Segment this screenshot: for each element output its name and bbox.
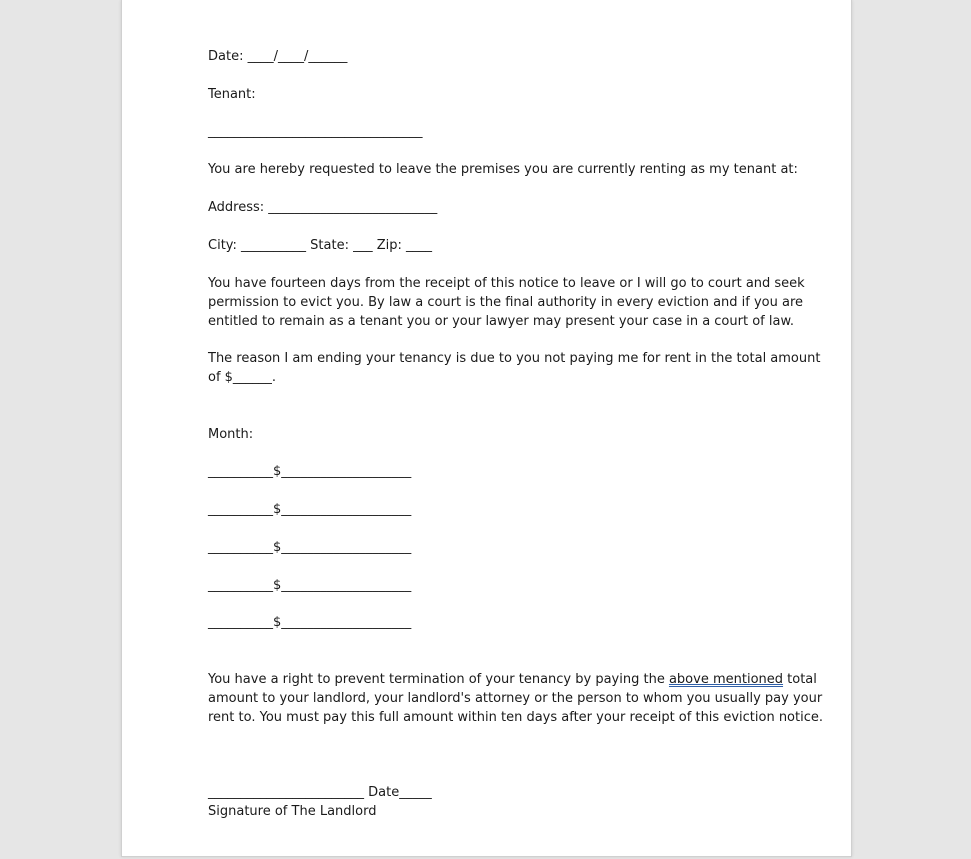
notice-paragraph <box>208 274 805 331</box>
right-line-1 <box>208 670 817 689</box>
signature-line[interactable]: ________________________ Date_____ <box>208 785 432 800</box>
date-line[interactable]: Date: ____/____/______ <box>208 49 348 64</box>
tenant-blank[interactable]: _________________________________ <box>208 124 423 139</box>
notice-line: permission to evict you. By law a court is the final authority in every eviction and if you are <box>208 295 804 310</box>
notice-line: entitled to remain as a tenant you or your lawyer may present your case in a court of law. <box>208 314 795 329</box>
address-line[interactable]: Address: __________________________ <box>208 200 438 215</box>
right-line-1-after: total <box>783 672 817 687</box>
signature-label: Signature of The Landlord <box>208 804 377 819</box>
month-row[interactable]: __________$____________________ <box>208 540 412 555</box>
reason-paragraph <box>208 349 821 387</box>
tenant-label: Tenant: <box>208 87 256 102</box>
right-line-2: amount to your landlord, your landlord's attorney or the person to whom you usually pay your <box>208 691 823 706</box>
month-row[interactable]: __________$____________________ <box>208 464 412 479</box>
city-state-zip-line[interactable]: City: __________ State: ___ Zip: ____ <box>208 238 433 253</box>
month-row[interactable]: __________$____________________ <box>208 615 412 630</box>
right-line-1-before: You have a right to prevent termination of your tenancy by paying the <box>208 672 669 687</box>
notice-line: You have fourteen days from the receipt of this notice to leave or I will go to court and seek <box>208 276 805 291</box>
reason-line: The reason I am ending your tenancy is due to you not paying me for rent in the total amount <box>208 351 821 366</box>
month-row[interactable]: __________$____________________ <box>208 502 412 517</box>
month-label: Month: <box>208 427 254 442</box>
document-page <box>121 0 852 857</box>
request-line: You are hereby requested to leave the premises you are currently renting as my tenant at: <box>208 162 798 177</box>
right-to-prevent-paragraph <box>208 670 823 727</box>
right-line-3: rent to. You must pay this full amount within ten days after your receipt of this eviction notice. <box>208 710 823 725</box>
grammar-flagged-text[interactable]: above mentioned <box>668 672 784 687</box>
month-row[interactable]: __________$____________________ <box>208 578 412 593</box>
reason-amount-line[interactable]: of $______. <box>208 370 277 385</box>
